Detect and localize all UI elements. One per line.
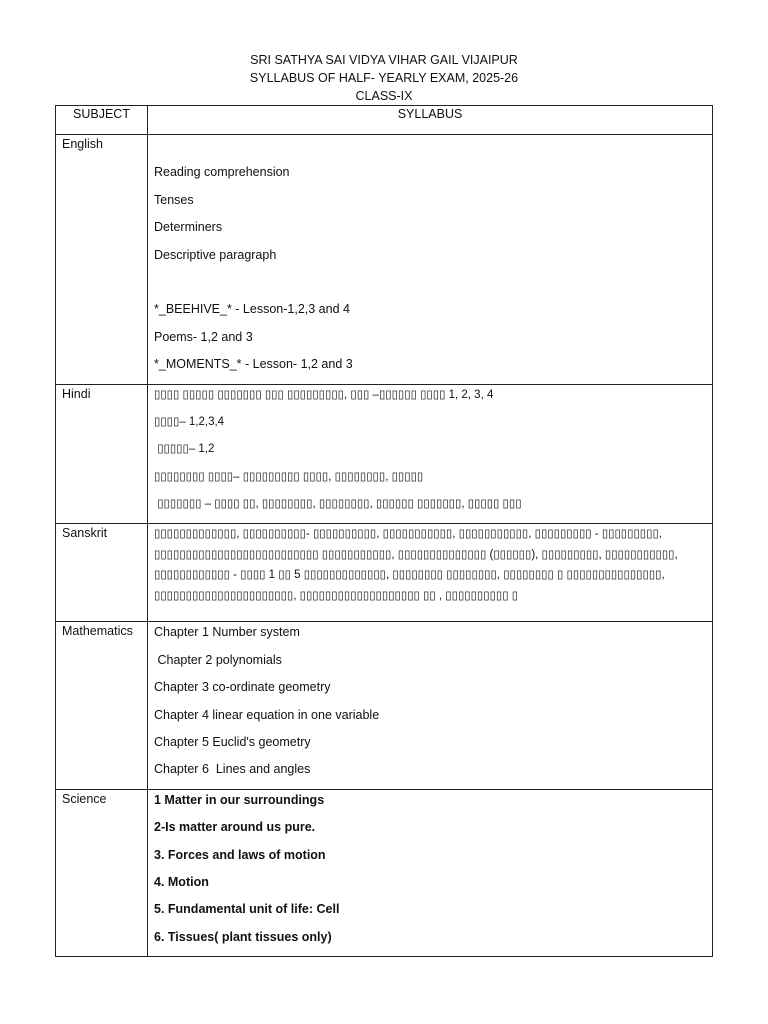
school-name: SRI SATHYA SAI VIDYA VIHAR GAIL VIJAIPUR — [250, 53, 518, 67]
syllabus-item: Chapter 1 Number system — [154, 625, 300, 640]
syllabus-item: Poems- 1,2 and 3 — [154, 329, 253, 344]
syllabus-item — [154, 274, 706, 301]
table-row-english — [56, 135, 713, 385]
syllabus-item: ▯▯▯▯▯– 1,2 — [154, 443, 215, 456]
syllabus-item: *_MOMENTS_* - Lesson- 1,2 and 3 — [154, 357, 353, 372]
syllabus-item: Chapter 2 polynomials — [154, 652, 282, 667]
syllabus-table — [55, 105, 713, 957]
subject-cell: Hindi — [56, 384, 148, 524]
syllabus-item — [154, 137, 706, 164]
syllabus-item: 2-Is matter around us pure. — [154, 820, 316, 835]
syllabus-item: Chapter 4 linear equation in one variable — [154, 707, 380, 722]
syllabus-item: Chapter 6 Lines and angles — [154, 762, 311, 777]
syllabus-item: Tenses — [154, 192, 194, 207]
class-title: CLASS-IX — [355, 89, 413, 103]
syllabus-item: ▯▯▯▯▯▯▯▯ ▯▯▯▯– ▯▯▯▯▯▯▯▯▯ ▯▯▯▯, ▯▯▯▯▯▯▯▯, ▯▯▯▯▯ — [154, 470, 424, 483]
syllabus-item: Descriptive paragraph — [154, 247, 277, 262]
table-row-science — [56, 789, 713, 956]
subject-cell: English — [56, 135, 148, 385]
syllabus-item: 5. Fundamental unit of life: Cell — [154, 902, 340, 917]
syllabus-item: 6. Tissues( plant tissues only) — [154, 929, 332, 944]
syllabus-item: 3. Forces and laws of motion — [154, 847, 326, 862]
syllabus-item: Determiners — [154, 220, 223, 235]
syllabus-item: ▯▯▯▯ ▯▯▯▯▯ ▯▯▯▯▯▯▯ ▯▯▯ ▯▯▯▯▯▯▯▯▯, ▯▯▯ –▯▯▯▯▯▯ ▯▯▯▯ 1, 2, 3, 4 — [154, 388, 494, 401]
table-row-hindi — [56, 384, 713, 524]
subject-cell: Mathematics — [56, 622, 148, 789]
table-row-sanskrit — [56, 524, 713, 622]
syllabus-item: ▯▯▯▯▯▯▯ – ▯▯▯▯ ▯▯, ▯▯▯▯▯▯▯▯, ▯▯▯▯▯▯▯▯, ▯▯▯▯▯▯ ▯▯▯▯▯▯▯, ▯▯▯▯▯ ▯▯▯ — [154, 498, 522, 511]
syllabus-text: ▯▯▯▯▯▯▯▯▯▯▯▯▯, ▯▯▯▯▯▯▯▯▯▯- ▯▯▯▯▯▯▯▯▯▯, ▯▯▯▯▯▯▯▯▯▯▯, ▯▯▯▯▯▯▯▯▯▯▯, ▯▯▯▯▯▯▯▯▯ - ▯▯▯▯▯▯▯▯▯, ▯▯▯▯▯▯▯▯▯▯▯▯▯▯▯▯▯▯▯▯▯▯▯▯▯▯ ▯▯▯▯▯▯▯▯▯▯▯, ▯▯▯▯▯▯▯▯▯▯▯▯▯▯ (▯▯▯▯▯▯), ▯▯▯▯▯▯▯▯▯, ▯▯▯▯▯▯▯▯▯▯▯, ▯▯▯▯▯▯▯▯▯▯▯▯ - ▯▯▯▯ 1 ▯▯ 5 ▯▯▯▯▯▯▯▯▯▯▯▯▯, ▯▯▯▯▯▯▯▯ ▯▯▯▯▯▯▯▯, ▯▯▯▯▯▯▯▯ ▯ ▯▯▯▯▯▯▯▯▯▯▯▯▯▯▯, ▯▯▯▯▯▯▯▯▯▯▯▯▯▯▯▯▯▯▯▯▯▯, ▯▯▯▯▯▯▯▯▯▯▯▯▯▯▯▯▯▯▯ ▯▯ , ▯▯▯▯▯▯▯▯▯▯ ▯ — [148, 524, 713, 622]
syllabus-item: 4. Motion — [154, 874, 209, 889]
syllabus-item: Chapter 5 Euclid's geometry — [154, 735, 311, 750]
column-header-subject: SUBJECT — [56, 106, 148, 135]
subject-cell: Sanskrit — [56, 524, 148, 622]
syllabus-item: Reading comprehension — [154, 165, 290, 180]
table-header-row — [56, 106, 713, 135]
syllabus-item: Chapter 3 co-ordinate geometry — [154, 680, 331, 695]
table-row-mathematics — [56, 622, 713, 789]
syllabus-item: *_BEEHIVE_* - Lesson-1,2,3 and 4 — [154, 302, 350, 317]
subject-cell: Science — [56, 789, 148, 956]
exam-title: SYLLABUS OF HALF- YEARLY EXAM, 2025-26 — [249, 71, 519, 85]
column-header-syllabus: SYLLABUS — [148, 106, 713, 135]
syllabus-item: 1 Matter in our surroundings — [154, 792, 325, 807]
syllabus-item: ▯▯▯▯– 1,2,3,4 — [154, 415, 225, 428]
